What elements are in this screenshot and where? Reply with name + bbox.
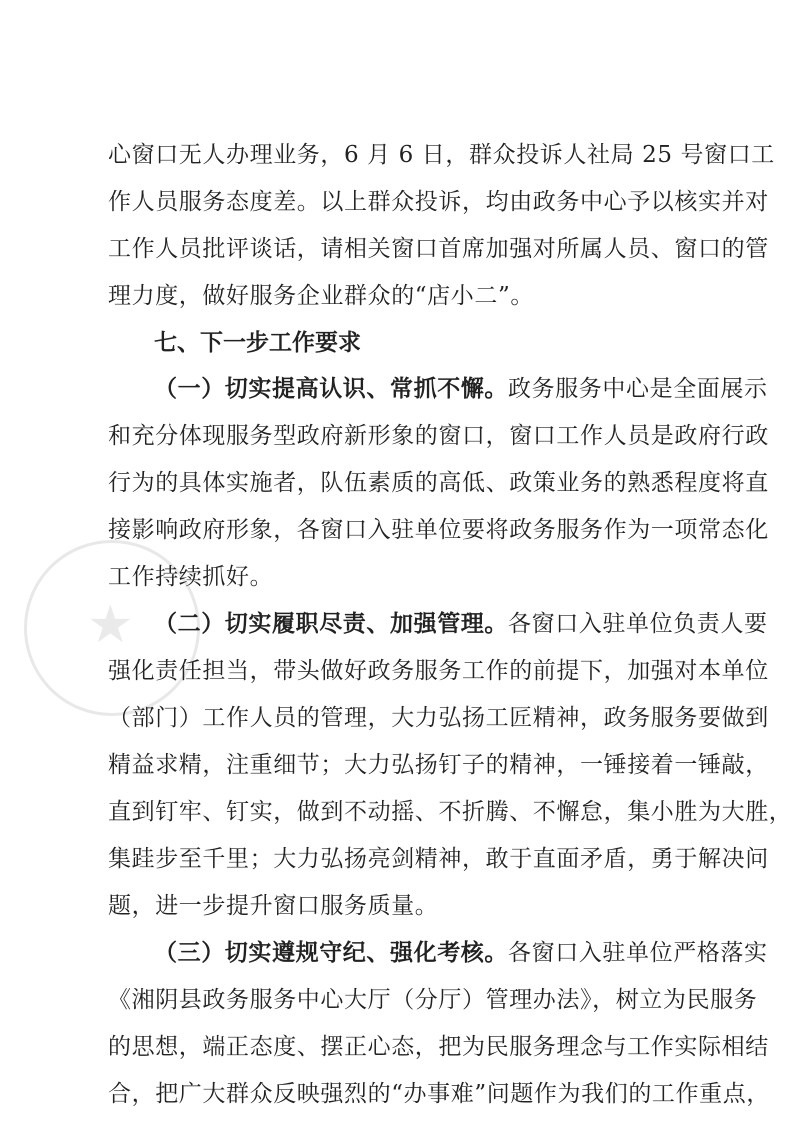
body-line: 直到钉牢、钉实，做到不动摇、不折腾、不懈怠，集小胜为大胜，: [108, 799, 793, 825]
body-line: 工作人员批评谈话，请相关窗口首席加强对所属人员、窗口的管: [108, 236, 769, 262]
seal-star-icon: ★: [87, 595, 134, 655]
section-heading: 七、下一步工作要求: [154, 330, 361, 356]
body-line: 集跬步至千里；大力弘扬亮剑精神，敢于直面矛盾，勇于解决问: [108, 846, 769, 872]
body-line: 合，把广大群众反映强烈的“办事难”问题作为我们的工作重点，: [108, 1081, 770, 1107]
item1-lead: （一）切实提高认识、常抓不懈。: [154, 376, 508, 402]
item1-first-line: [108, 366, 768, 413]
body-line: 心窗口无人办理业务，6 月 6 日，群众投诉人社局 25 号窗口工: [108, 142, 775, 168]
body-line: 题，进一步提升窗口服务质量。: [108, 893, 439, 919]
body-line: 作人员服务态度差。以上群众投诉，均由政务中心予以核实并对: [108, 189, 769, 215]
body-line: 接影响政府形象，各窗口入驻单位要将政务服务作为一项常态化: [108, 517, 769, 543]
body-line: 强化责任担当，带头做好政务服务工作的前提下，加强对本单位: [108, 658, 769, 684]
body-line: 《湘阴县政务服务中心大厅（分厅）管理办法》，树立为民服务: [108, 987, 758, 1013]
item2-first-line: [108, 601, 768, 648]
item2-first-rest: 各窗口入驻单位负责人要: [508, 611, 768, 637]
body-line: 工作持续抓好。: [108, 564, 274, 590]
body-line: 精益求精，注重细节；大力弘扬钉子的精神，一锤接着一锤敲，: [108, 752, 769, 778]
item1-first-rest: 政务服务中心是全面展示: [508, 376, 768, 402]
item3-first-rest: 各窗口入驻单位严格落实: [508, 940, 768, 966]
document-page: [108, 132, 793, 1118]
item3-first-line: [108, 930, 768, 977]
item3-lead: （三）切实遵规守纪、强化考核。: [154, 940, 508, 966]
body-line: 的思想，端正态度、摆正心态，把为民服务理念与工作实际相结: [108, 1034, 769, 1060]
body-line: 和充分体现服务型政府新形象的窗口，窗口工作人员是政府行政: [108, 423, 769, 449]
body-line: 行为的具体实施者，队伍素质的高低、政策业务的熟悉程度将直: [108, 470, 769, 496]
item2-lead: （二）切实履职尽责、加强管理。: [154, 611, 508, 637]
body-line: （部门）工作人员的管理，大力弘扬工匠精神，政务服务要做到: [108, 705, 769, 731]
body-line: 理力度，做好服务企业群众的“店小二”。: [108, 283, 534, 309]
